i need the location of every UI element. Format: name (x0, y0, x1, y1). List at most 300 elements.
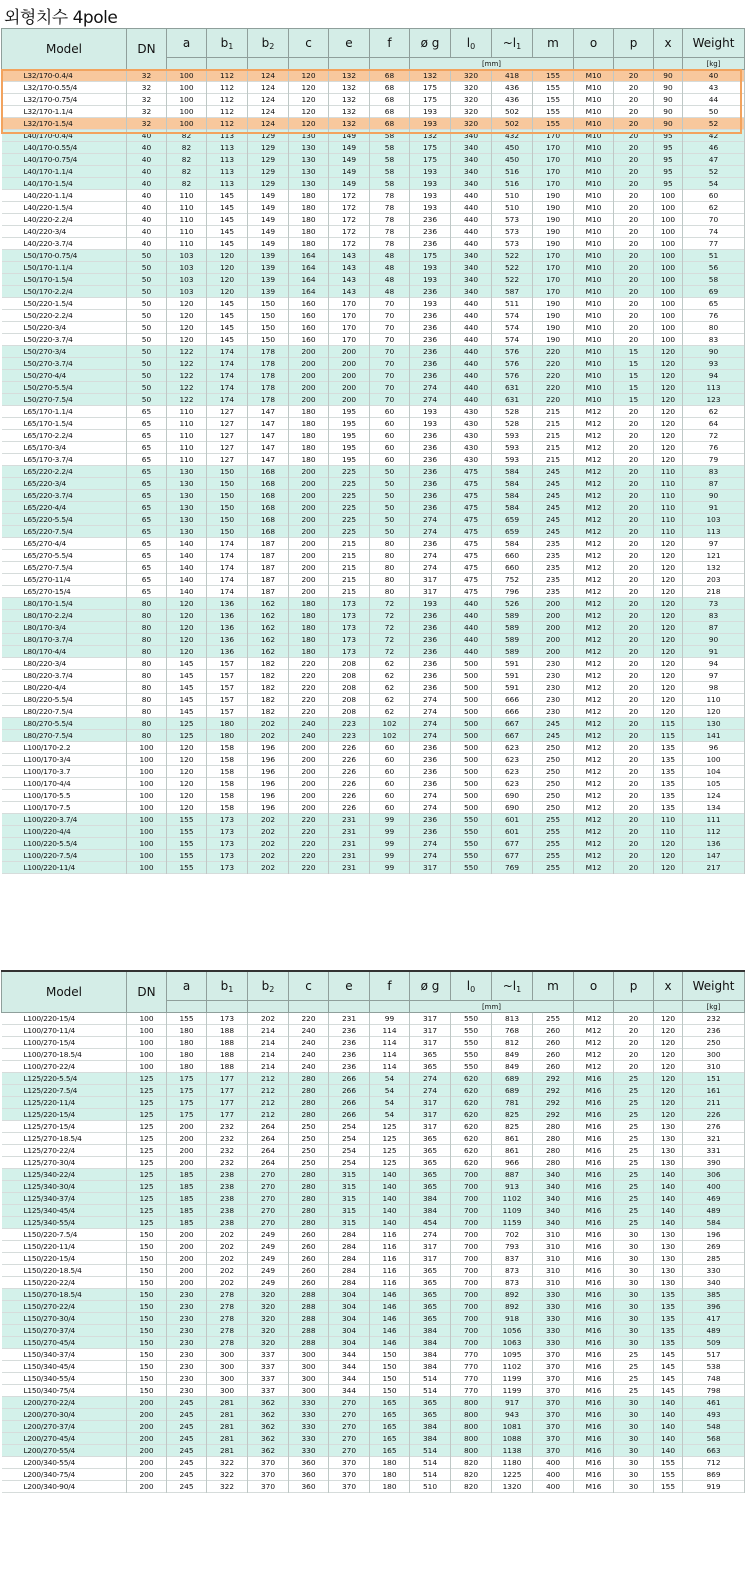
value-cell: M16 (574, 1349, 614, 1361)
value-cell: 288 (289, 1325, 329, 1337)
value-cell: 200 (167, 1157, 207, 1169)
value-cell: 300 (207, 1385, 248, 1397)
model-cell: L150/270-22/4 (2, 1301, 127, 1313)
value-cell: 238 (207, 1217, 248, 1229)
table-row (2, 1121, 745, 1133)
value-cell: 125 (127, 1109, 167, 1121)
value-cell: 145 (207, 322, 248, 334)
model-cell: L40/220-3.7/4 (2, 238, 127, 250)
value-cell: 78 (370, 202, 410, 214)
value-cell: M12 (574, 442, 614, 454)
value-cell: 440 (451, 226, 492, 238)
value-cell: M16 (574, 1193, 614, 1205)
value-cell: 168 (248, 490, 289, 502)
value-cell: 231 (329, 850, 370, 862)
value-cell: 317 (410, 1121, 451, 1133)
value-cell: 190 (533, 298, 574, 310)
value-cell: M12 (574, 550, 614, 562)
value-cell: 281 (207, 1421, 248, 1433)
value-cell: 330 (533, 1301, 574, 1313)
value-cell: 100 (654, 274, 683, 286)
value-cell: 230 (167, 1373, 207, 1385)
value-cell: 200 (167, 1253, 207, 1265)
value-cell: 620 (451, 1133, 492, 1145)
value-cell: 800 (451, 1445, 492, 1457)
value-cell: 430 (451, 454, 492, 466)
value-cell: 666 (492, 706, 533, 718)
value-cell: 292 (533, 1097, 574, 1109)
value-cell: 168 (248, 478, 289, 490)
value-cell: 130 (167, 526, 207, 538)
value-cell: 365 (410, 1061, 451, 1073)
t2-header-0: Model (2, 971, 127, 1013)
value-cell: 100 (127, 1049, 167, 1061)
model-cell: L100/220-11/4 (2, 862, 127, 874)
model-cell: L50/170-2.2/4 (2, 286, 127, 298)
value-cell: M16 (574, 1133, 614, 1145)
value-cell: 54 (370, 1085, 410, 1097)
value-cell: 80 (127, 634, 167, 646)
value-cell: 217 (683, 862, 745, 874)
value-cell: 550 (451, 814, 492, 826)
value-cell: 280 (289, 1193, 329, 1205)
value-cell: 73 (683, 598, 745, 610)
value-cell: 440 (451, 598, 492, 610)
value-cell: 125 (127, 1205, 167, 1217)
value-cell: 46 (683, 142, 745, 154)
value-cell: 240 (289, 730, 329, 742)
value-cell: 550 (451, 1061, 492, 1073)
value-cell: 65 (127, 514, 167, 526)
value-cell: 384 (410, 1349, 451, 1361)
value-cell: 162 (248, 634, 289, 646)
value-cell: 20 (614, 1061, 654, 1073)
table-row (2, 382, 745, 394)
model-cell: L100/220-5.5/4 (2, 838, 127, 850)
value-cell: 145 (167, 670, 207, 682)
value-cell: 573 (492, 226, 533, 238)
value-cell: 550 (451, 862, 492, 874)
value-cell: 220 (289, 850, 329, 862)
value-cell: 396 (683, 1301, 745, 1313)
value-cell: 150 (127, 1385, 167, 1397)
value-cell: 155 (167, 850, 207, 862)
value-cell: 135 (654, 790, 683, 802)
value-cell: 20 (614, 214, 654, 226)
value-cell: 440 (451, 394, 492, 406)
value-cell: 20 (614, 106, 654, 118)
value-cell: 44 (683, 94, 745, 106)
table-row (2, 1433, 745, 1445)
value-cell: 292 (533, 1073, 574, 1085)
value-cell: 226 (329, 778, 370, 790)
value-cell: 538 (683, 1361, 745, 1373)
value-cell: 200 (289, 766, 329, 778)
value-cell: 60 (370, 802, 410, 814)
model-cell: L40/220-2.2/4 (2, 214, 127, 226)
value-cell: 667 (492, 730, 533, 742)
value-cell: 125 (370, 1145, 410, 1157)
value-cell: 796 (492, 586, 533, 598)
value-cell: 68 (370, 106, 410, 118)
value-cell: 130 (654, 1145, 683, 1157)
value-cell: 820 (451, 1457, 492, 1469)
value-cell: 440 (451, 322, 492, 334)
value-cell: 200 (167, 1265, 207, 1277)
value-cell: 125 (127, 1121, 167, 1133)
value-cell: M10 (574, 262, 614, 274)
model-cell: L80/220-5.5/4 (2, 694, 127, 706)
value-cell: 120 (654, 1073, 683, 1085)
value-cell: 235 (533, 562, 574, 574)
value-cell: 550 (451, 838, 492, 850)
value-cell: 235 (533, 574, 574, 586)
value-cell: 245 (167, 1445, 207, 1457)
value-cell: 58 (370, 166, 410, 178)
t1-unit-blank (574, 58, 614, 70)
value-cell: 215 (329, 586, 370, 598)
value-cell: 274 (410, 382, 451, 394)
value-cell: 226 (329, 754, 370, 766)
value-cell: 340 (451, 166, 492, 178)
value-cell: 255 (533, 826, 574, 838)
model-cell: L40/170-1.5/4 (2, 178, 127, 190)
value-cell: 145 (207, 310, 248, 322)
value-cell: 20 (614, 442, 654, 454)
value-cell: 236 (410, 634, 451, 646)
value-cell: 100 (127, 826, 167, 838)
value-cell: 340 (533, 1217, 574, 1229)
value-cell: M16 (574, 1085, 614, 1097)
value-cell: 90 (654, 118, 683, 130)
value-cell: 129 (248, 130, 289, 142)
value-cell: 200 (127, 1445, 167, 1457)
value-cell: 110 (167, 202, 207, 214)
value-cell: 170 (329, 322, 370, 334)
value-cell: 509 (683, 1337, 745, 1349)
value-cell: 173 (207, 1013, 248, 1025)
table-row (2, 466, 745, 478)
value-cell: 50 (127, 262, 167, 274)
value-cell: 120 (167, 298, 207, 310)
value-cell: 20 (614, 202, 654, 214)
value-cell: 110 (654, 466, 683, 478)
value-cell: 240 (289, 718, 329, 730)
value-cell: 200 (289, 586, 329, 598)
model-cell: L125/220-11/4 (2, 1097, 127, 1109)
value-cell: 132 (410, 130, 451, 142)
value-cell: 317 (410, 574, 451, 586)
value-cell: 869 (683, 1469, 745, 1481)
value-cell: 130 (289, 166, 329, 178)
value-cell: 320 (451, 118, 492, 130)
value-cell: 175 (167, 1097, 207, 1109)
table-row (2, 1133, 745, 1145)
value-cell: 100 (167, 106, 207, 118)
value-cell: 266 (329, 1073, 370, 1085)
value-cell: 162 (248, 646, 289, 658)
value-cell: 266 (329, 1097, 370, 1109)
value-cell: 60 (370, 454, 410, 466)
value-cell: 135 (654, 1301, 683, 1313)
value-cell: 620 (451, 1085, 492, 1097)
value-cell: 135 (654, 754, 683, 766)
value-cell: 174 (207, 550, 248, 562)
value-cell: 196 (683, 1229, 745, 1241)
value-cell: 65 (127, 466, 167, 478)
value-cell: M10 (574, 382, 614, 394)
value-cell: 225 (329, 466, 370, 478)
value-cell: 145 (654, 1361, 683, 1373)
value-cell: 130 (654, 1277, 683, 1289)
model-cell: L50/270-7.5/4 (2, 394, 127, 406)
value-cell: 264 (248, 1157, 289, 1169)
value-cell: 150 (127, 1361, 167, 1373)
value-cell: 300 (289, 1385, 329, 1397)
value-cell: 660 (492, 562, 533, 574)
value-cell: 168 (248, 502, 289, 514)
value-cell: 135 (654, 742, 683, 754)
t1-header-12: o (574, 29, 614, 58)
value-cell: 20 (614, 454, 654, 466)
model-cell: L32/170-0.55/4 (2, 82, 127, 94)
value-cell: 82 (167, 166, 207, 178)
value-cell: 274 (410, 850, 451, 862)
value-cell: 576 (492, 358, 533, 370)
value-cell: 250 (289, 1121, 329, 1133)
model-cell: L65/170-3.7/4 (2, 454, 127, 466)
value-cell: 510 (492, 202, 533, 214)
value-cell: 147 (248, 418, 289, 430)
value-cell: 220 (289, 706, 329, 718)
value-cell: 362 (248, 1421, 289, 1433)
value-cell: 812 (492, 1037, 533, 1049)
value-cell: 155 (654, 1481, 683, 1493)
value-cell: 200 (289, 526, 329, 538)
t1-unit-blank (167, 58, 207, 70)
model-cell: L125/270-22/4 (2, 1145, 127, 1157)
value-cell: 147 (248, 454, 289, 466)
value-cell: 236 (410, 646, 451, 658)
value-cell: 140 (654, 1421, 683, 1433)
value-cell: 214 (248, 1025, 289, 1037)
value-cell: 200 (329, 358, 370, 370)
table-row (2, 1253, 745, 1265)
value-cell: 620 (451, 1145, 492, 1157)
value-cell: 78 (370, 226, 410, 238)
value-cell: 149 (248, 226, 289, 238)
value-cell: M10 (574, 190, 614, 202)
value-cell: 50 (370, 502, 410, 514)
value-cell: 180 (289, 406, 329, 418)
value-cell: 400 (533, 1481, 574, 1493)
t1-header-11: m (533, 29, 574, 58)
value-cell: 51 (683, 250, 745, 262)
value-cell: 620 (451, 1073, 492, 1085)
value-cell: 236 (410, 658, 451, 670)
value-cell: 266 (329, 1109, 370, 1121)
value-cell: 120 (683, 706, 745, 718)
value-cell: 1063 (492, 1337, 533, 1349)
value-cell: 430 (451, 442, 492, 454)
value-cell: 768 (492, 1025, 533, 1037)
value-cell: 145 (207, 202, 248, 214)
value-cell: 573 (492, 214, 533, 226)
value-cell: 200 (167, 1277, 207, 1289)
value-cell: 260 (533, 1049, 574, 1061)
value-cell: 62 (370, 682, 410, 694)
value-cell: 212 (248, 1109, 289, 1121)
value-cell: 170 (533, 142, 574, 154)
value-cell: 158 (207, 754, 248, 766)
value-cell: 589 (492, 646, 533, 658)
value-cell: 65 (127, 490, 167, 502)
value-cell: 220 (533, 370, 574, 382)
value-cell: 231 (329, 814, 370, 826)
value-cell: 122 (167, 394, 207, 406)
value-cell: 112 (207, 70, 248, 82)
value-cell: 270 (248, 1193, 289, 1205)
value-cell: 180 (289, 238, 329, 250)
value-cell: 50 (127, 358, 167, 370)
value-cell: 20 (614, 514, 654, 526)
value-cell: 157 (207, 670, 248, 682)
value-cell: 170 (533, 130, 574, 142)
value-cell: 158 (207, 742, 248, 754)
value-cell: M10 (574, 334, 614, 346)
value-cell: M16 (574, 1169, 614, 1181)
table-row (2, 1265, 745, 1277)
value-cell: 60 (370, 766, 410, 778)
table-row (2, 262, 745, 274)
value-cell: 129 (248, 166, 289, 178)
value-cell: 80 (370, 550, 410, 562)
value-cell: 264 (248, 1145, 289, 1157)
value-cell: 32 (127, 70, 167, 82)
value-cell: M12 (574, 1061, 614, 1073)
value-cell: 235 (533, 550, 574, 562)
value-cell: M12 (574, 802, 614, 814)
value-cell: 568 (683, 1433, 745, 1445)
value-cell: 72 (370, 598, 410, 610)
value-cell: 370 (329, 1457, 370, 1469)
value-cell: 174 (207, 370, 248, 382)
table-row (2, 1085, 745, 1097)
value-cell: 576 (492, 346, 533, 358)
value-cell: 200 (289, 382, 329, 394)
value-cell: 175 (167, 1073, 207, 1085)
table-row (2, 850, 745, 862)
value-cell: M16 (574, 1409, 614, 1421)
value-cell: 120 (289, 106, 329, 118)
value-cell: 370 (329, 1469, 370, 1481)
value-cell: 70 (370, 382, 410, 394)
value-cell: 280 (533, 1157, 574, 1169)
value-cell: 748 (683, 1373, 745, 1385)
model-cell: L200/270-45/4 (2, 1433, 127, 1445)
model-cell: L150/220-11/4 (2, 1241, 127, 1253)
value-cell: 280 (289, 1073, 329, 1085)
table-row (2, 1313, 745, 1325)
value-cell: 150 (207, 478, 248, 490)
value-cell: 418 (492, 70, 533, 82)
value-cell: 50 (127, 298, 167, 310)
value-cell: 110 (167, 430, 207, 442)
value-cell: 589 (492, 610, 533, 622)
value-cell: 200 (127, 1469, 167, 1481)
value-cell: 180 (167, 1049, 207, 1061)
value-cell: 70 (370, 346, 410, 358)
value-cell: 30 (614, 1337, 654, 1349)
value-cell: 157 (207, 682, 248, 694)
value-cell: 215 (329, 550, 370, 562)
value-cell: 90 (683, 634, 745, 646)
value-cell: 887 (492, 1169, 533, 1181)
value-cell: 215 (329, 538, 370, 550)
model-cell: L80/170-3.7/4 (2, 634, 127, 646)
value-cell: 20 (614, 634, 654, 646)
value-cell: 475 (451, 574, 492, 586)
model-cell: L100/170-7.5 (2, 802, 127, 814)
value-cell: 140 (654, 1445, 683, 1457)
model-cell: L40/220-1.5/4 (2, 202, 127, 214)
value-cell: 155 (167, 826, 207, 838)
model-cell: L100/170-4/4 (2, 778, 127, 790)
value-cell: 162 (248, 598, 289, 610)
value-cell: 20 (614, 754, 654, 766)
value-cell: 139 (248, 250, 289, 262)
value-cell: 102 (370, 730, 410, 742)
value-cell: 250 (289, 1145, 329, 1157)
value-cell: M16 (574, 1313, 614, 1325)
value-cell: M12 (574, 610, 614, 622)
value-cell: 245 (533, 718, 574, 730)
value-cell: 943 (492, 1409, 533, 1421)
value-cell: M12 (574, 1013, 614, 1025)
value-cell: 245 (167, 1397, 207, 1409)
value-cell: 65 (127, 406, 167, 418)
value-cell: 125 (127, 1145, 167, 1157)
value-cell: 120 (654, 634, 683, 646)
value-cell: 516 (492, 178, 533, 190)
value-cell: 220 (289, 694, 329, 706)
value-cell: 430 (451, 430, 492, 442)
value-cell: 140 (167, 538, 207, 550)
value-cell: 584 (492, 478, 533, 490)
value-cell: 236 (410, 814, 451, 826)
value-cell: 100 (127, 1037, 167, 1049)
model-cell: L100/170-3/4 (2, 754, 127, 766)
value-cell: 238 (207, 1181, 248, 1193)
value-cell: 187 (248, 538, 289, 550)
value-cell: 136 (207, 622, 248, 634)
value-cell: 320 (248, 1337, 289, 1349)
value-cell: 120 (654, 442, 683, 454)
value-cell: 147 (683, 850, 745, 862)
value-cell: 62 (683, 202, 745, 214)
value-cell: 25 (614, 1373, 654, 1385)
value-cell: 60 (370, 418, 410, 430)
value-cell: 475 (451, 562, 492, 574)
value-cell: 130 (654, 1157, 683, 1169)
value-cell: 300 (683, 1049, 745, 1061)
table-row (2, 1037, 745, 1049)
value-cell: 68 (370, 82, 410, 94)
value-cell: 700 (451, 1205, 492, 1217)
value-cell: 236 (410, 538, 451, 550)
value-cell: 140 (167, 574, 207, 586)
value-cell: 50 (127, 382, 167, 394)
